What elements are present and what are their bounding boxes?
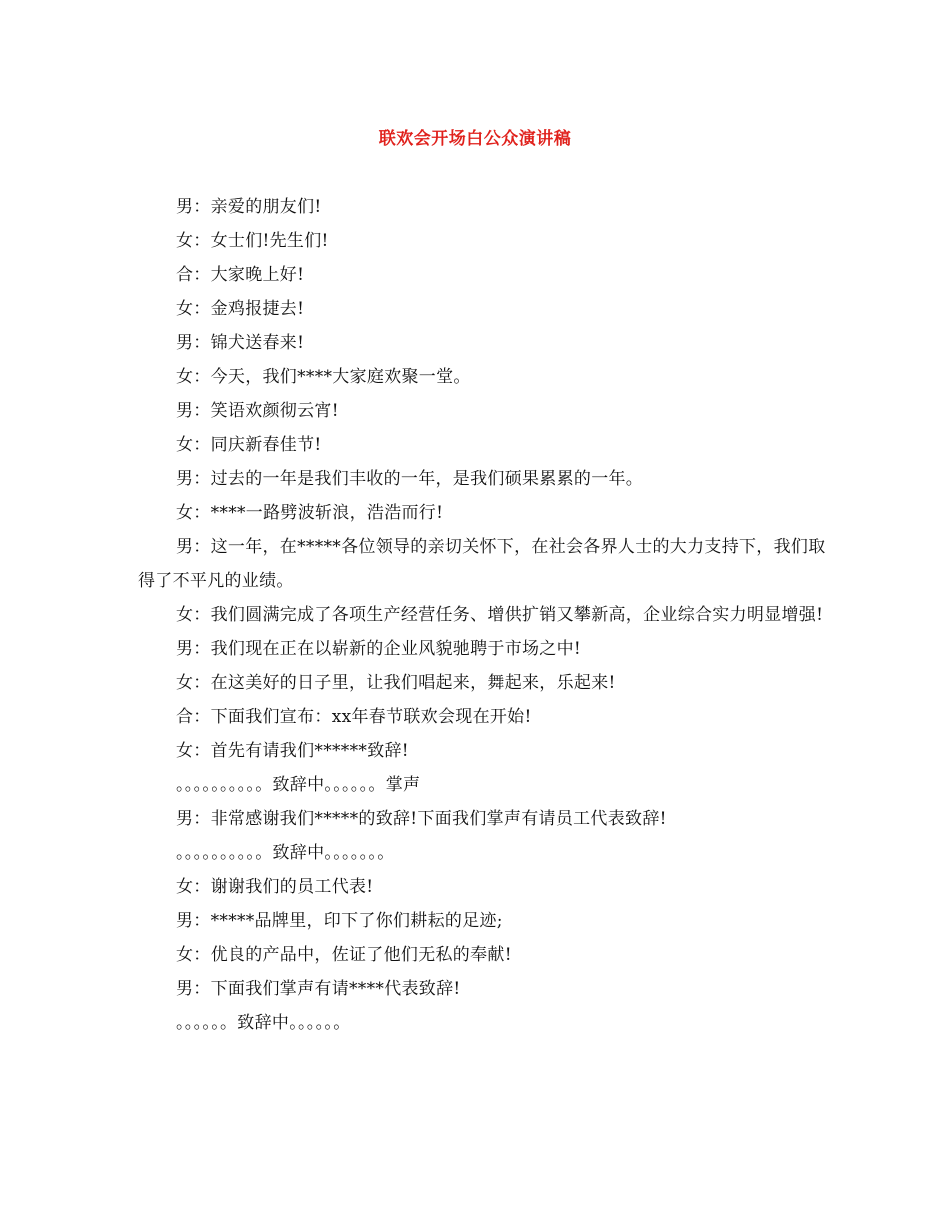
paragraph: 男：笑语欢颜彻云宵! xyxy=(176,401,339,421)
paragraph: 女：谢谢我们的员工代表! xyxy=(176,877,374,897)
paragraph: 男：亲爱的朋友们! xyxy=(176,197,322,217)
paragraph: 男：锦犬送春来! xyxy=(176,333,305,353)
paragraph: 男：下面我们掌声有请****代表致辞! xyxy=(176,979,461,999)
paragraph: 女：今天，我们****大家庭欢聚一堂。 xyxy=(176,367,471,387)
paragraph: 女：****一路劈波斩浪，浩浩而行! xyxy=(176,503,444,523)
paragraph: 女：金鸡报捷去! xyxy=(176,299,305,319)
paragraph: 男：非常感谢我们*****的致辞!下面我们掌声有请员工代表致辞! xyxy=(176,809,667,829)
paragraph: 合：大家晚上好! xyxy=(176,265,305,285)
paragraph: 女：首先有请我们******致辞! xyxy=(176,741,409,761)
paragraph: 。。。。。。致辞中。。。。。。 xyxy=(176,1013,351,1033)
paragraph: 男：我们现在正在以崭新的企业风貌驰聘于市场之中! xyxy=(176,639,582,659)
paragraph: 男：过去的一年是我们丰收的一年，是我们硕果累累的一年。 xyxy=(176,469,644,489)
paragraph: 女：在这美好的日子里，让我们唱起来，舞起来，乐起来! xyxy=(176,673,616,693)
paragraph: 。。。。。。。。。。致辞中。。。。。。。 xyxy=(176,843,395,863)
paragraph: 女：我们圆满完成了各项生产经营任务、增供扩销又攀新高，企业综合实力明显增强! xyxy=(176,605,824,625)
document-body xyxy=(138,190,838,1040)
paragraph: 男：这一年，在*****各位领导的亲切关怀下，在社会各界人士的大力支持下，我们取得了不平凡的业绩。 xyxy=(138,537,826,591)
paragraph: 。。。。。。。。。。致辞中。。。。。。掌声 xyxy=(176,775,421,795)
paragraph: 合：下面我们宣布：xx年春节联欢会现在开始! xyxy=(176,707,532,727)
paragraph: 女：女士们!先生们! xyxy=(176,231,329,251)
document-title: 联欢会开场白公众演讲稿 xyxy=(378,129,572,149)
paragraph: 女：优良的产品中，佐证了他们无私的奉献! xyxy=(176,945,512,965)
paragraph: 男：*****品牌里，印下了你们耕耘的足迹; xyxy=(176,911,503,931)
paragraph: 女：同庆新春佳节! xyxy=(176,435,322,455)
